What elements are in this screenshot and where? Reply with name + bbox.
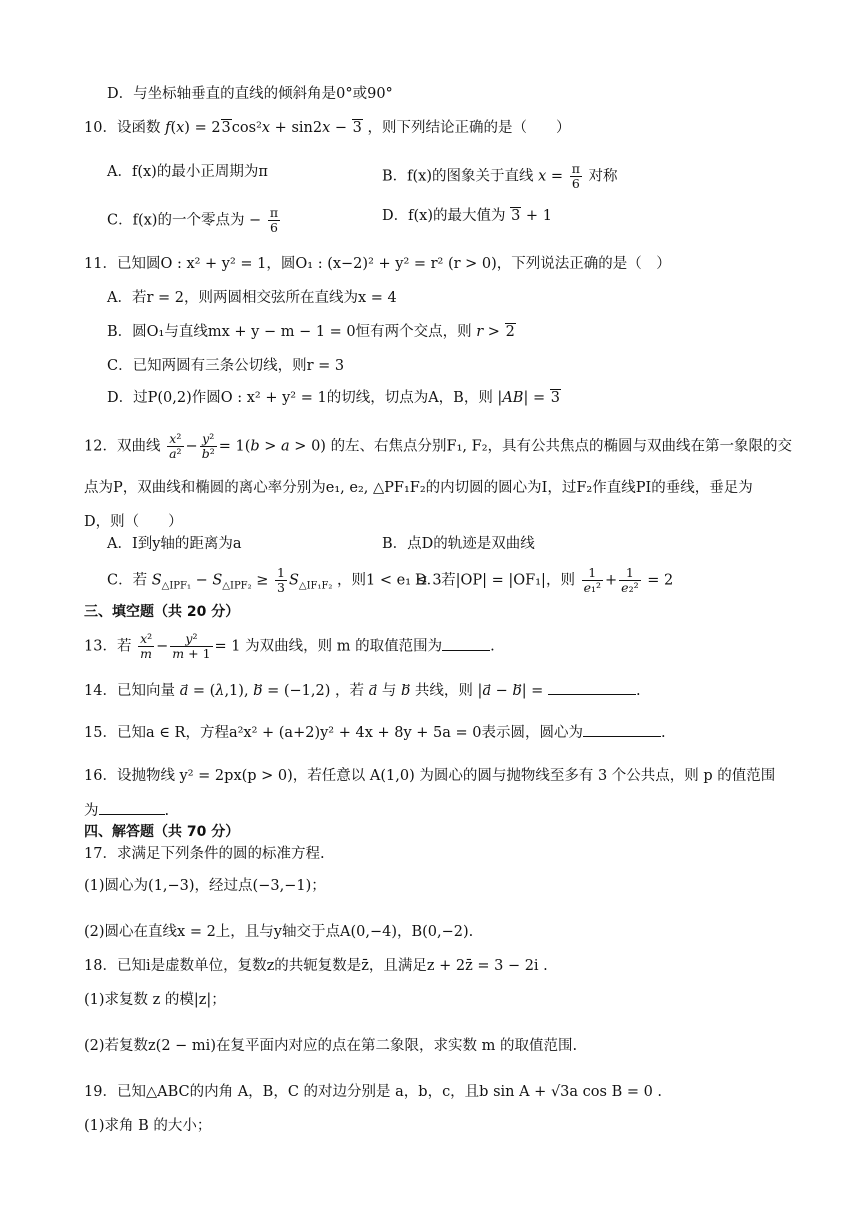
q11-option-d: D．过P(0,2)作圆O : x² + y² = 1的切线，切点为A，B，则 |AB| = 3 — [107, 390, 560, 406]
q12-option-a: A．I到y轴的距离为a — [107, 536, 242, 552]
fraction: $\frac{\text{x²}}{m}$ — [140, 631, 153, 661]
q11-option-b: B．圆O₁与直线mx + y − m − 1 = 0恒有两个交点，则 r > 2 — [107, 324, 515, 340]
q10-option-c: C．f(x)的一个零点为 − $\frac{\pi}{6}$ — [107, 205, 279, 235]
q11-option-a: A．若r = 2，则两圆相交弦所在直线为x = 4 — [107, 290, 397, 306]
q10-stem-suffix: ，则下列结论正确的是（ ） — [367, 120, 571, 136]
answer-blank[interactable] — [583, 722, 661, 737]
q13-prefix: 13．若 — [84, 638, 132, 655]
q12-option-b: B．点D的轨迹是双曲线 — [382, 536, 535, 552]
q9-option-d: D．与坐标轴垂直的直线的倾斜角是0°或90° — [107, 86, 393, 102]
q12-option-d-suffix: = 2 — [647, 572, 674, 589]
q18-stem: 18．已知i是虚数单位，复数z的共轭复数是z̄，且满足z + 2z̄ = 3 − 2i . — [84, 958, 548, 974]
q18-part1: (1)求复数 z 的模|z|； — [84, 992, 226, 1008]
q10-option-b-tail: 对称 — [588, 168, 618, 185]
q16-prefix: 为 — [84, 803, 99, 819]
q12-line3: D，则（ ） — [84, 514, 183, 530]
q13-text: 为双曲线，则 m 的取值范围为 — [245, 638, 443, 655]
section-fill-in-heading: 三、填空题（共 20 分） — [84, 604, 240, 620]
q14-prefix: 14．已知向量 — [84, 683, 175, 699]
answer-blank[interactable] — [99, 800, 165, 815]
q14-text-b: ，若 — [334, 683, 364, 699]
q19-part1: (1)求角 B 的大小； — [84, 1118, 212, 1134]
q14-text-c: 共线，则 — [414, 683, 473, 699]
q16-line2 — [84, 800, 169, 821]
q12-option-c-prefix: C．若 — [107, 572, 148, 589]
fraction: $\frac{1}{3}$ — [277, 565, 285, 595]
q15-end: . — [661, 725, 666, 741]
q11-option-c: C．已知两圆有三条公切线，则r = 3 — [107, 358, 345, 374]
q12-line2: 点为P，双曲线和椭圆的离心率分别为e₁, e₂, △PF₁F₂的内切圆的圆心为I，过F₂作直线PI的垂线，垂足为 — [84, 480, 753, 496]
q16-end: . — [164, 803, 170, 819]
q12-line1: 12．双曲线 $\frac{\text{x²}}{\text{a²}}$ − $\frac{\text{y²}}{\text{b²}}$ = 1(b > a > 0) 的左、右焦点分别F₁, F₂，具有公共焦点的椭圆与双曲线在第一象限的交 — [84, 431, 793, 461]
fraction: $\frac{\text{x²}}{\text{a²}}$ — [169, 431, 182, 461]
q13-end: . — [490, 638, 495, 655]
q17-part1: (1)圆心为(1,−3)，经过点(−3,−1)； — [84, 878, 326, 894]
q12-option-d: D．若|OP| = |OF₁|，则 $\frac{1}{\text{e₁²}}$ + $\frac{1}{\text{e₂²}}$ = 2 — [415, 565, 674, 595]
q12-option-c-suffix: ，则1 < e₁ ≤ 3 — [337, 572, 442, 589]
q10-stem — [84, 118, 571, 138]
fraction: $\frac{1}{\text{e₁²}}$ — [583, 565, 601, 595]
q17-stem: 17．求满足下列条件的圆的标准方程. — [84, 846, 325, 862]
fraction: $\frac{\pi}{6}$ — [571, 161, 580, 191]
q13: 13．若 $\frac{\text{x²}}{m}$ − $\frac{\text{y²}}{m + 1}$ = 1 为双曲线，则 m 的取值范围为 . — [84, 631, 495, 661]
q12-option-d-prefix: D．若|OP| = |OF₁|，则 — [415, 572, 575, 589]
q15-text: 15．已知a ∈ R，方程a²x² + (a+2)y² + 4x + 8y + 5a = 0表示圆，圆心为 — [84, 725, 584, 741]
q10-option-b-text: B．f(x)的图象关于直线 — [382, 168, 534, 185]
fraction: $\frac{\text{y²}}{\text{b²}}$ — [201, 431, 215, 461]
q10-option-b: B．f(x)的图象关于直线 x = $\frac{\pi}{6}$ 对称 — [382, 161, 618, 191]
q10-option-d: D．f(x)的最大值为 3 + 1 — [382, 208, 552, 224]
fraction: $\frac{1}{\text{e₂²}}$ — [621, 565, 639, 595]
q11-option-b-text: B．圆O₁与直线mx + y − m − 1 = 0恒有两个交点，则 — [107, 324, 472, 340]
fraction: $\frac{\pi}{6}$ — [269, 205, 279, 235]
q10-stem-prefix: 10．设函数 — [84, 120, 161, 136]
q11-option-d-text: D．过P(0,2)作圆O : x² + y² = 1的切线，切点为A，B，则 — [107, 390, 493, 406]
q12-line1-suffix: 的左、右焦点分别F₁, F₂，具有公共焦点的椭圆与双曲线在第一象限的交 — [330, 438, 793, 455]
q12-option-c: C．若 $S_{\triangle IPF_1} - S_{\triangle IPF_2}$ ≥ $\frac{1}{3}$ $S_{\triangle IF_1F_2}$ ，则1 < e₁ ≤ 3 — [107, 565, 442, 595]
answer-blank[interactable] — [442, 636, 490, 651]
q15 — [84, 722, 666, 743]
q16-line1: 16．设抛物线 y² = 2px(p > 0)，若任意以 A(1,0) 为圆心的圆与抛物线至多有 3 个公共点，则 p 的值范围 — [84, 768, 776, 784]
q17-part2: (2)圆心在直线x = 2上，且与y轴交于点A(0,−4)，B(0,−2). — [84, 924, 474, 940]
q10-function-formula: f(x) = 23cos²x + sin2x − 3 — [165, 120, 362, 136]
answer-blank[interactable] — [548, 680, 636, 695]
q10-option-a: A．f(x)的最小正周期为π — [107, 164, 268, 180]
fraction: $\frac{\text{y²}}{m + 1}$ — [172, 631, 211, 661]
q11-stem: 11．已知圆O : x² + y² = 1，圆O₁ : (x−2)² + y² = r² (r > 0)，下列说法正确的是（ ） — [84, 256, 671, 272]
q10-option-d-text: D．f(x)的最大值为 — [382, 208, 506, 224]
q12-line1-prefix: 12．双曲线 — [84, 438, 161, 455]
q10-option-c-text: C．f(x)的一个零点为 — [107, 212, 245, 229]
q14-end: . — [635, 683, 641, 699]
q18-part2: (2)若复数z(2 − mi)在复平面内对应的点在第二象限，求实数 m 的取值范围. — [84, 1038, 578, 1054]
q14: 14．已知向量 a⃗ = (λ,1), b⃗ = (−1,2) ，若 a⃗ 与 b⃗ 共线，则 |a⃗ − b⃗| = . — [84, 680, 641, 701]
q19-stem: 19．已知△ABC的内角 A，B，C 的对边分别是 a，b，c，且b sin A + √3a cos B = 0 . — [84, 1084, 663, 1100]
section-answer-heading: 四、解答题（共 70 分） — [84, 824, 240, 840]
